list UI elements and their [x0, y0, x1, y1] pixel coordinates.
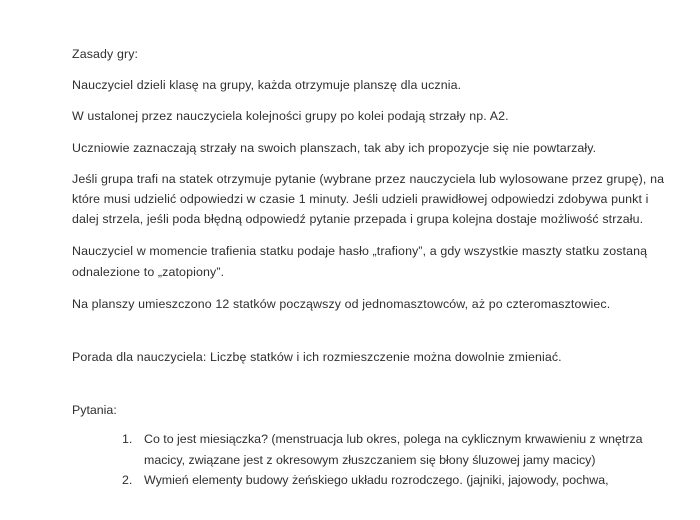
spacer-before-tip [72, 325, 670, 347]
document-body [72, 44, 670, 490]
rules-paragraph-3: Uczniowie zaznaczają strzały na swoich planszach, tak aby ich propozycje się nie powtarzały. [72, 140, 597, 155]
rules-paragraph-1: Nauczyciel dzieli klasę na grupy, każda otrzymuje planszę dla ucznia. [72, 78, 462, 93]
questions-list [72, 429, 670, 490]
rules-paragraph-4: Jeśli grupa trafi na statek otrzymuje pytanie (wybrane przez nauczyciela lub wylosowane przez grupę), na które musi udzielić odpowiedzi w czasie 1 minuty. Jeśli udzieli prawidłowej odpowiedzi zdobywa punkt i dalej strzela, jeśli poda błędną odpowiedź pytanie przepada i grupa kolejna dostaje możliwość strzału. [72, 171, 665, 227]
list-item: Co to jest miesiączka? (menstruacja lub okres, polega na cyklicznym krwawieniu z wnętrza macicy, związane jest z okresowym złuszczaniem się błony śluzowej jamy macicy) [144, 432, 643, 467]
rules-heading: Zasady gry: [72, 47, 139, 61]
questions-heading: Pytania: [72, 403, 117, 418]
rules-paragraph-2: W ustalonej przez nauczyciela kolejności grupy po kolei podają strzały np. A2. [72, 109, 509, 124]
teacher-tip: Porada dla nauczyciela: Liczbę statków i ich rozmieszczenie można dowolnie zmieniać. [72, 350, 562, 365]
rules-paragraph-6: Na planszy umieszczono 12 statków począwszy od jednomasztowców, aż po czteromasztowiec. [72, 296, 611, 311]
list-item: Wymień elementy budowy żeńskiego układu rozrodczego. (jajniki, jajowody, pochwa, [144, 472, 609, 487]
spacer-before-questions [72, 378, 670, 400]
rules-paragraph-5: Nauczyciel w momencie trafienia statku podaje hasło „trafiony”, a gdy wszystkie maszty statku zostaną odnalezione to „zatopiony”. [72, 244, 648, 279]
